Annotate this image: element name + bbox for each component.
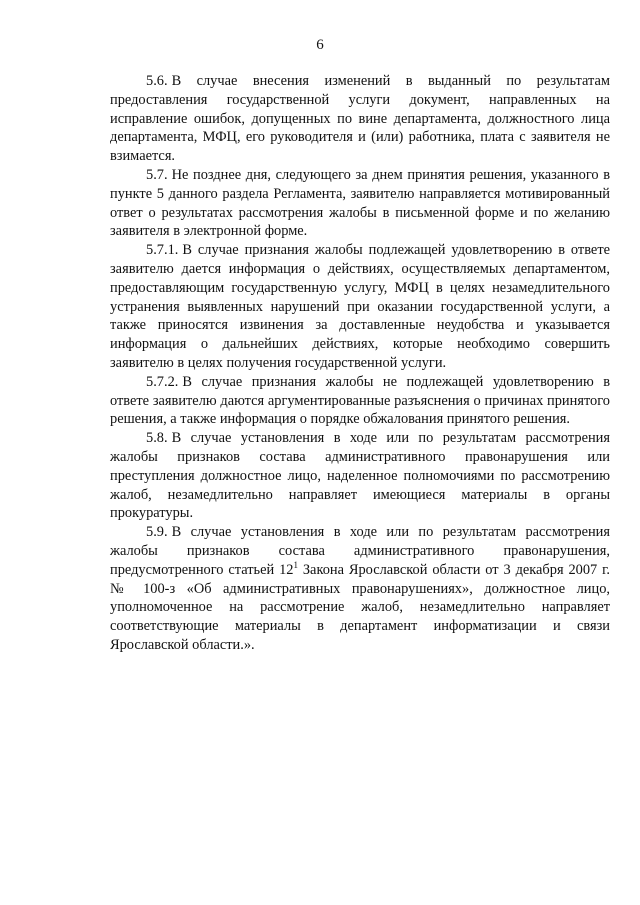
paragraph-5-9 (110, 523, 610, 655)
paragraph-text: В случае признания жалобы подлежащей удовлетворению в ответе заявителю дается информация о действиях, осуществляемых департаментом, предоставляющим государственную услугу, МФЦ в целях незамедлительного устранения выявленных нарушений при оказании государственной услуги, а также приносятся извинения за доставленные неудобства и указывается информация о дальнейших действиях, которые необходимо совершить заявителю в целях получения государственной услуги. (110, 242, 610, 371)
paragraph-text: В случае признания жалобы не подлежащей удовлетворению в ответе заявителю даются аргументированные разъяснения о причинах принятого решения, а также информация о порядке обжалования принятого решения. (110, 373, 610, 428)
paragraph-number: 5.7. (146, 166, 168, 183)
paragraph-text: В случае внесения изменений в выданный по результатам предоставления государственной услуги документ, направленных на исправление ошибок, допущенных по вине департамента, должностного лица департамента, МФЦ, его руководителя и (или) работника, плата с заявителя не взимается. (110, 73, 610, 165)
document-body (110, 72, 610, 655)
paragraph-text-before: В случае установления в ходе или по результатам рассмотрения жалобы признаков состава административного правонарушения, предусмотренного статьей 12 (110, 524, 610, 578)
paragraph-number: 5.7.1. (146, 242, 179, 259)
paragraph-5-7-1 (110, 241, 610, 373)
page-number: 6 (316, 37, 324, 53)
paragraph-number: 5.7.2. (146, 373, 179, 390)
paragraph-5-7-2 (110, 373, 610, 429)
paragraph-text: В случае установления в ходе или по результатам рассмотрения жалобы признаков состава административного правонарушения или преступления должностное лицо, наделенное полномочиями по рассмотрению жалоб, незамедлительно направляет имеющиеся материалы в органы прокуратуры. (110, 430, 610, 522)
paragraph-number: 5.8. (146, 430, 168, 447)
paragraph-text: Не позднее дня, следующего за днем принятия решения, указанного в пункте 5 данного раздела Регламента, заявителю направляется мотивированный ответ о результатах рассмотрения жалобы в письменной форме и по желанию заявителя в электронной форме. (110, 166, 610, 240)
paragraph-5-6 (110, 72, 610, 166)
paragraph-number: 5.6. (146, 73, 168, 89)
paragraph-number: 5.9. (146, 524, 168, 541)
paragraph-5-8 (110, 429, 610, 523)
paragraph-text-after: Закона Ярославской области от 3 декабря 2007 г. № 100-з «Об административных правонарушениях», должностное лицо, уполномоченное на рассмотрение жалоб, незамедлительно направляет соответствующие материалы в департамент информатизации и связи Ярославской области.». (110, 561, 610, 653)
article-superscript: 1 (293, 559, 298, 570)
paragraph-5-7 (110, 166, 610, 241)
